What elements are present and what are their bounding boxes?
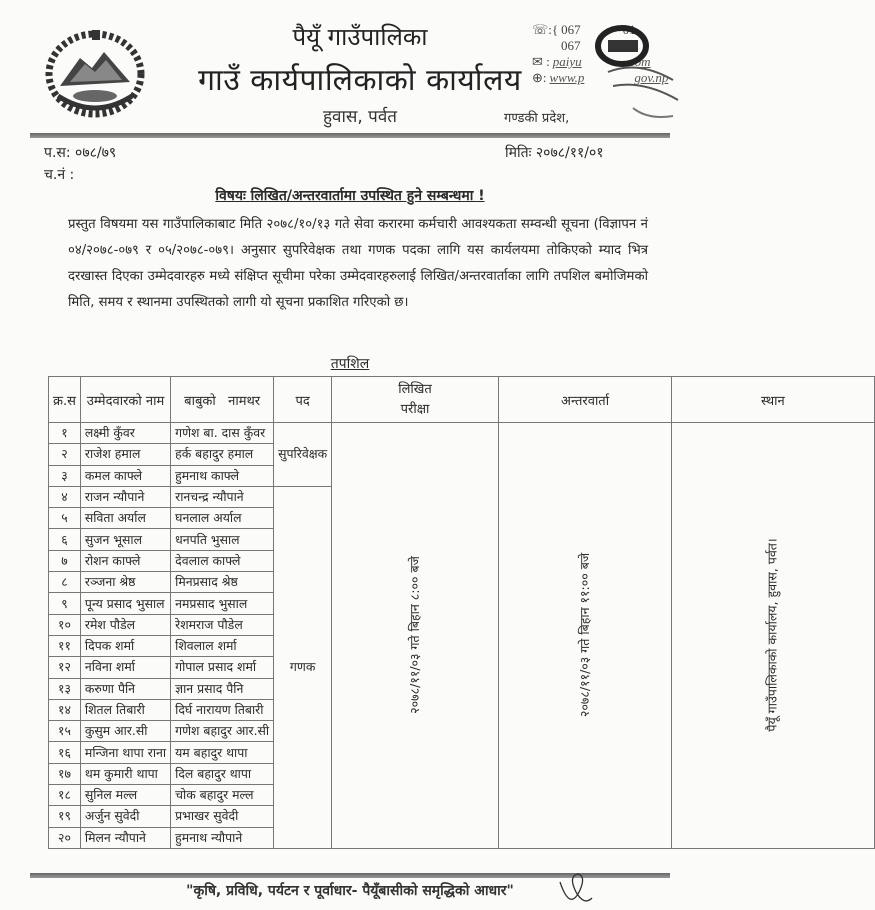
cell-sn: २० (49, 827, 81, 848)
header-written-exam-line1: लिखित (398, 381, 432, 397)
office-name: गाउँ कार्यपालिकाको कार्यालय (198, 63, 522, 98)
written-exam-schedule-text: २०७८/११/०३ गते बिहान ८:०० बजे (407, 556, 423, 715)
header-interview: अन्तरवार्ता (498, 377, 671, 423)
cell-father-name: शिवलाल शर्मा (171, 635, 274, 656)
cell-candidate-name: सुजन भूसाल (80, 529, 170, 550)
cell-father-name: चोक बहादुर मल्ल (171, 785, 274, 806)
cell-candidate-name: राजन न्यौपाने (80, 486, 170, 507)
cell-sn: १७ (49, 763, 81, 784)
cell-father-name: नमप्रसाद भुसाल (171, 593, 274, 614)
cell-candidate-name: करुणा पैनि (80, 678, 170, 699)
cell-father-name: प्रभाखर सुवेदी (171, 806, 274, 827)
cell-sn: १० (49, 614, 81, 635)
cell-candidate-name: पून्य प्रसाद भुसाल (80, 593, 170, 614)
header-sn: क्र.स (49, 377, 81, 423)
signature-icon (556, 872, 596, 910)
cell-candidate-name: सविता अर्याल (80, 508, 170, 529)
cell-candidate-name: राजेश हमाल (80, 444, 170, 465)
table-row (49, 423, 875, 444)
cell-father-name: हर्क बहादुर हमाल (171, 444, 274, 465)
cell-sn: ३ (49, 465, 81, 486)
cell-sn: १२ (49, 657, 81, 678)
cell-candidate-name: मन्जिना थापा राना (80, 742, 170, 763)
cell-interview-schedule (498, 423, 671, 849)
footer-motto: "कृषि, प्रविधि, पर्यटन र पूर्वाधार- पैयूँबासीको समृद्धिको आधार" (186, 883, 514, 899)
cell-sn: ६ (49, 529, 81, 550)
globe-icon: ⊕: (532, 70, 547, 85)
cell-father-name: गणेश बहादुर आर.सी (171, 721, 274, 742)
header-written-exam (332, 377, 499, 423)
dispatch-number: च.नं : (44, 167, 75, 183)
header-venue: स्थान (672, 377, 874, 423)
letter-date: मितिः २०७८/११/०१ (505, 145, 604, 161)
cell-father-name: रेशमराज पौडेल (171, 614, 274, 635)
cell-sn: १३ (49, 678, 81, 699)
cell-father-name: देवलाल काफ्ले (171, 550, 274, 571)
website-link[interactable]: www.p (549, 70, 585, 85)
cell-father-name: ज्ञान प्रसाद पैनि (171, 678, 274, 699)
cell-sn: १ (49, 423, 81, 444)
cell-father-name: धनपति भुसाल (171, 529, 274, 550)
cell-father-name: दिर्घ नारायण तिबारी (171, 699, 274, 720)
office-address: हुवास, पर्वत (323, 107, 397, 127)
cell-sn: १९ (49, 806, 81, 827)
province: गण्डकी प्रदेश, (504, 111, 570, 126)
cell-sn: १५ (49, 721, 81, 742)
body-paragraph: प्रस्तुत विषयमा यस गाउँपालिकाबाट मिति २०७८/१०/१३ गते सेवा करारमा कर्मचारी आवश्यकता सम्वन्धी सूचना (विज्ञापन नं ०४/२०७८-०७९ र ०५/२०७८-०७९। अनुसार सुपरिवेक्षक तथा गणक पदका लागि यस कार्यलयमा तोकिएको म्याद भित्र दरखास्त दिएका उम्मेदवारहरु मध्ये संक्षिप्त सूचीमा परेका उम्मेदवारहरुलाई लिखित/अन्तरवार्ताका लागि तपशिल बमोजिमको मिति, समय र स्थानमा उपस्थितको लागी यो सूचना प्रकाशित गरिएको छ। (68, 217, 648, 310)
cell-candidate-name: लक्ष्मी कुँवर (80, 423, 170, 444)
email-link-suffix[interactable]: .com (625, 54, 651, 69)
cell-candidate-name: सुनिल मल्ल (80, 785, 170, 806)
interview-schedule-text: २०७८/११/०३ गते बिहान ११:०० बजे (577, 553, 593, 718)
phone-2: 067 (561, 38, 581, 53)
cell-sn: ५ (49, 508, 81, 529)
cell-post-enumerator: गणक (274, 486, 332, 848)
cell-venue (672, 423, 874, 849)
header-divider (30, 133, 670, 138)
header-candidate-name: उम्मेदवारको नाम (80, 377, 170, 423)
cell-candidate-name: कुसुम आर.सी (80, 721, 170, 742)
cell-sn: ७ (49, 550, 81, 571)
cell-written-exam-schedule (332, 423, 499, 849)
cell-father-name: गोपाल प्रसाद शर्मा (171, 657, 274, 678)
office-stamp-icon (578, 20, 690, 130)
municipality-name: पैयूँ गाउँपालिका (292, 23, 428, 51)
subject-line: विषयः लिखित/अन्तरवार्तामा उपस्थित हुने सम्बन्धमा ! (215, 188, 485, 204)
candidate-schedule-table (48, 376, 875, 849)
cell-post-supervisor: सुपरिवेक्षक (274, 423, 332, 487)
table-header-row (49, 377, 875, 423)
cell-candidate-name: रोशन काफ्ले (80, 550, 170, 571)
cell-candidate-name: मिलन न्यौपाने (80, 827, 170, 848)
cell-father-name: मिनप्रसाद श्रेष्ठ (171, 572, 274, 593)
cell-sn: १८ (49, 785, 81, 806)
cell-candidate-name: कमल काफ्ले (80, 465, 170, 486)
nepal-emblem-icon (40, 24, 150, 119)
cell-sn: ८ (49, 572, 81, 593)
venue-text: पैयूँ गाउँपालिकाको कार्यालय, हुवास, पर्वत। (764, 538, 780, 733)
header-father-name: बाबुको नामथर (171, 377, 274, 423)
email-link[interactable]: paiyu (552, 54, 582, 69)
cell-father-name: हुमनाथ काफ्ले (171, 465, 274, 486)
mail-icon: ✉ : (532, 54, 550, 69)
cell-father-name: घनलाल अर्याल (171, 508, 274, 529)
cell-father-name: दिल बहादुर थापा (171, 763, 274, 784)
website-link-suffix[interactable]: gov.np (634, 70, 669, 85)
table-caption: तपशिल (330, 356, 370, 372)
cell-sn: ९ (49, 593, 81, 614)
cell-candidate-name: रञ्जना श्रेष्ठ (80, 572, 170, 593)
header-post: पद (274, 377, 332, 423)
cell-father-name: रानचन्द्र न्यौपाने (171, 486, 274, 507)
cell-sn: १६ (49, 742, 81, 763)
cell-sn: ११ (49, 635, 81, 656)
cell-candidate-name: अर्जुन सुवेदी (80, 806, 170, 827)
header-written-exam-line2: परीक्षा (400, 401, 430, 417)
cell-sn: १४ (49, 699, 81, 720)
phone-1: 067 (561, 22, 581, 37)
cell-father-name: गणेश बा. दास कुँवर (171, 423, 274, 444)
cell-sn: ४ (49, 486, 81, 507)
cell-candidate-name: दिपक शर्मा (80, 635, 170, 656)
cell-father-name: हुमनाथ न्यौपाने (171, 827, 274, 848)
phone-1-suffix: 01 (622, 22, 636, 37)
cell-father-name: यम बहादुर थापा (171, 742, 274, 763)
reference-number: प.स: ०७८/७९ (44, 145, 117, 161)
cell-sn: २ (49, 444, 81, 465)
phone-icon: ☏:{ (532, 22, 559, 37)
cell-candidate-name: थम कुमारी थापा (80, 763, 170, 784)
cell-candidate-name: नविना शर्मा (80, 657, 170, 678)
cell-candidate-name: रमेश पौडेल (80, 614, 170, 635)
cell-candidate-name: शितल तिबारी (80, 699, 170, 720)
